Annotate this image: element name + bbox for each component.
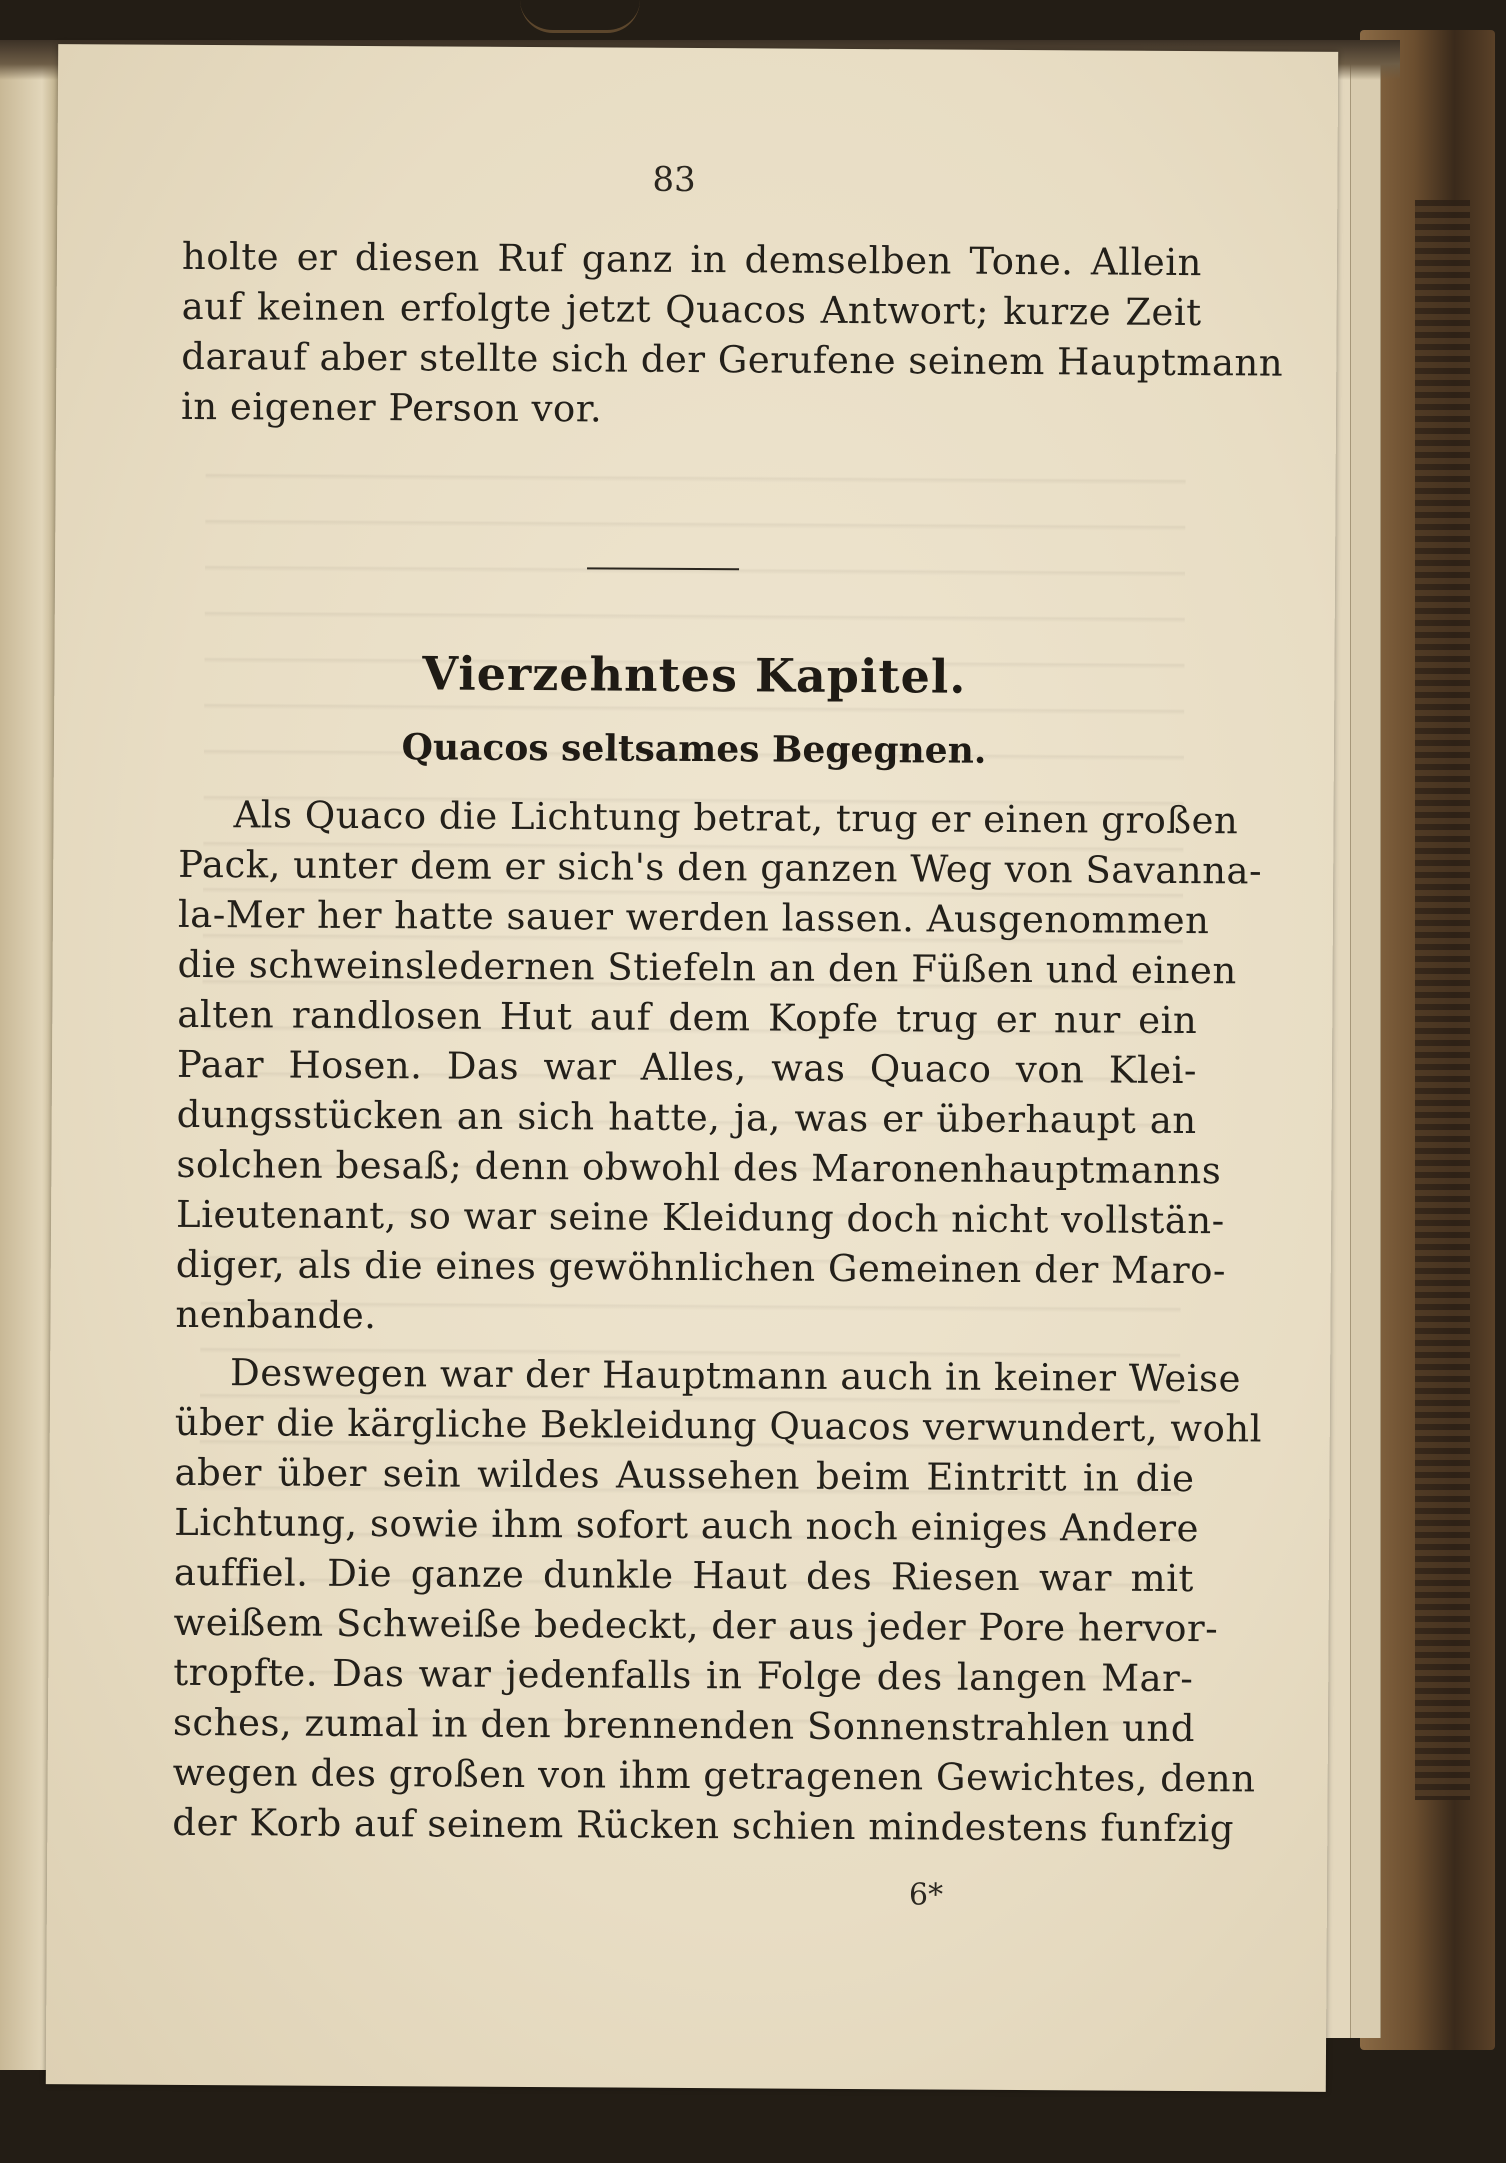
text-line: alten randlosen Hut auf dem Kopfe trug er nur ein — [177, 992, 1198, 1043]
page-number: 83 — [652, 159, 696, 201]
text-line: auffiel. Die ganze dunkle Haut des Riesen war mit — [173, 1550, 1195, 1601]
text-line: holte er diesen Ruf ganz in demselben Tone. Allein — [181, 234, 1203, 285]
text-line: dungsstücken an sich hatte, ja, was er überhaupt an — [176, 1092, 1197, 1143]
book-page — [46, 44, 1338, 2092]
text-line: diger, als die eines gewöhnlichen Gemeinen der Maro- — [175, 1242, 1227, 1293]
text-line: Lichtung, sowie ihm sofort auch noch einiges Andere — [174, 1500, 1200, 1551]
bookmark-thread — [520, 0, 640, 33]
chapter-subtitle: Quacos seltsames Begegnen. — [401, 726, 987, 772]
text-line: tropfte. Das war jedenfalls in Folge des langen Mar- — [173, 1650, 1194, 1701]
text-line: Paar Hosen. Das war Alles, was Quaco von Klei- — [176, 1042, 1198, 1093]
text-line: weißem Schweiße bedeckt, der aus jeder Pore hervor- — [173, 1600, 1219, 1651]
text-line: Deswegen war der Hauptmann auch in keiner Weise — [229, 1351, 1242, 1401]
cover-texture — [1415, 200, 1470, 1800]
text-line: nenbande. — [175, 1292, 377, 1338]
text-line: aber über sein wildes Aussehen beim Eintritt in die — [174, 1450, 1195, 1501]
text-line: die schweinsledernen Stiefeln an den Füßen und einen — [177, 942, 1237, 993]
text-line: in eigener Person vor. — [180, 384, 603, 431]
text-line: la-Mer her hatte sauer werden lassen. Ausgenommen — [177, 892, 1210, 943]
text-line: Lieutenant, so war seine Kleidung doch nicht vollstän- — [175, 1192, 1225, 1243]
text-line: wegen des großen von ihm getragenen Gewichtes, denn — [172, 1750, 1256, 1801]
text-line: Als Quaco die Lichtung betrat, trug er einen großen — [233, 793, 1239, 843]
chapter-title: Vierzehntes Kapitel. — [422, 646, 967, 704]
text-line: darauf aber stellte sich der Gerufene seinem Hauptmann — [181, 334, 1284, 385]
text-line: auf keinen erfolgte jetzt Quacos Antwort; kurze Zeit — [181, 284, 1202, 335]
signature-mark: 6* — [908, 1877, 944, 1913]
text-line: sches, zumal in den brennenden Sonnenstrahlen und — [172, 1700, 1196, 1751]
text-line: Pack, unter dem er sich's den ganzen Weg von Savanna- — [178, 842, 1263, 893]
text-line: solchen besaß; denn obwohl des Maronenhauptmanns — [176, 1142, 1222, 1193]
text-line: über die kärgliche Bekleidung Quacos verwundert, wohl — [174, 1400, 1263, 1451]
text-line: der Korb auf seinem Rücken schien mindestens funfzig — [172, 1800, 1235, 1851]
